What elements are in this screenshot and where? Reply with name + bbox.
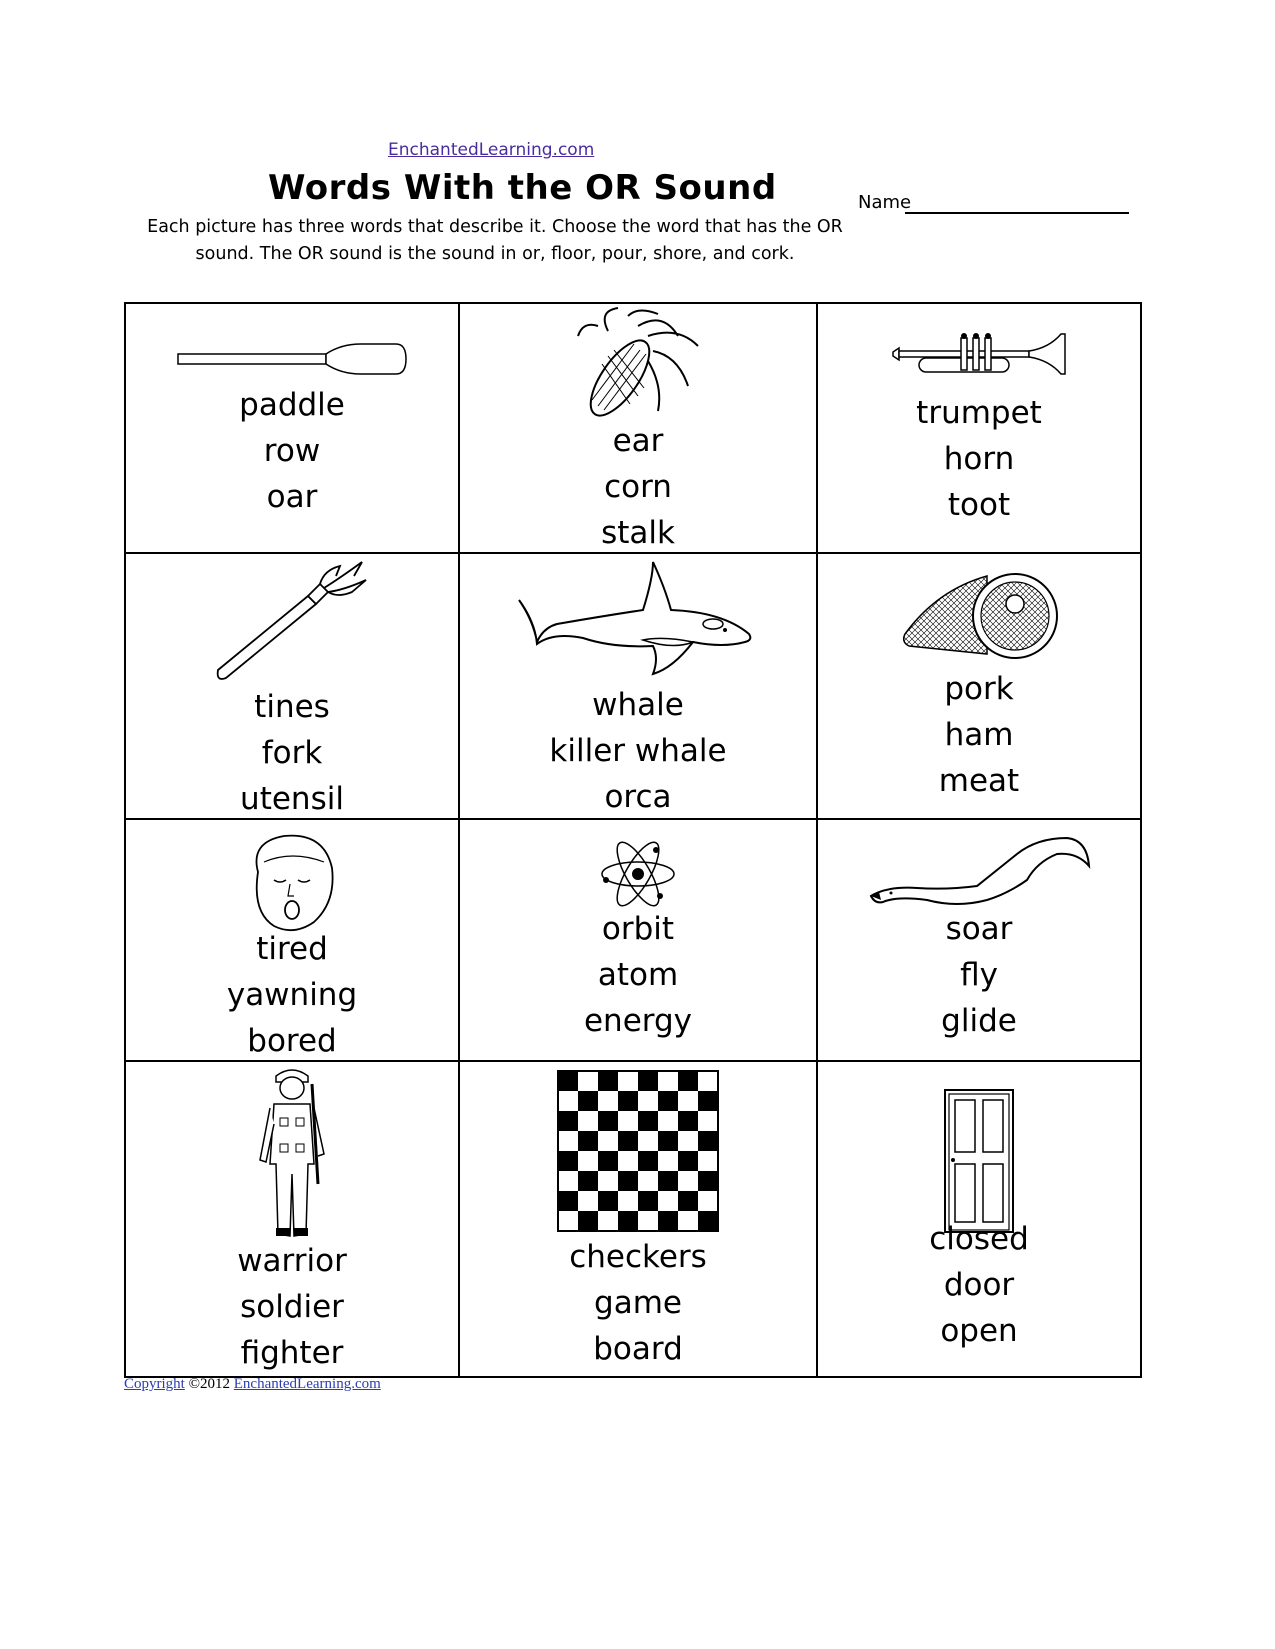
word-1: paddle: [239, 387, 345, 423]
word-3: utensil: [240, 781, 344, 817]
door-icon: [943, 1088, 1015, 1234]
cell-fork: [125, 553, 459, 819]
word-1: pork: [944, 671, 1014, 707]
word-1: tines: [254, 689, 330, 725]
footer-site-link[interactable]: EnchantedLearning.com: [233, 1376, 381, 1392]
fork-icon: [212, 558, 372, 684]
checker-square: [558, 1151, 578, 1171]
checker-square: [678, 1191, 698, 1211]
word-2: killer whale: [549, 733, 727, 769]
checker-square: [578, 1211, 598, 1231]
cell-yawning: [125, 819, 459, 1061]
checker-square: [618, 1171, 638, 1191]
cell-soldier: [125, 1061, 459, 1377]
word-3: meat: [938, 763, 1020, 799]
word-3: toot: [947, 487, 1011, 523]
cell-checkerboard: [459, 1061, 817, 1377]
footer: [124, 1376, 381, 1393]
checker-square: [618, 1131, 638, 1151]
checker-square: [598, 1151, 618, 1171]
instructions: [135, 214, 855, 268]
word-3: bored: [247, 1023, 337, 1059]
checker-square: [698, 1091, 718, 1111]
checker-square: [578, 1091, 598, 1111]
word-2: corn: [604, 469, 672, 505]
cell-bird: [817, 819, 1141, 1061]
paddle-icon: [176, 340, 408, 380]
instructions-line-1: Each picture has three words that describe it. Choose the word that has the OR: [147, 217, 843, 237]
checker-square: [638, 1191, 658, 1211]
word-3: glide: [941, 1003, 1017, 1039]
cell-paddle: [125, 303, 459, 553]
checker-square: [638, 1151, 658, 1171]
word-3: oar: [266, 479, 318, 515]
word-2: horn: [943, 441, 1015, 477]
word-2: game: [594, 1285, 682, 1321]
word-1: orbit: [601, 911, 675, 947]
page-title: Words With the OR Sound: [268, 168, 777, 208]
checker-square: [698, 1211, 718, 1231]
copyright-year: ©2012: [188, 1376, 230, 1392]
checker-square: [558, 1071, 578, 1091]
word-1: soar: [945, 911, 1013, 947]
checker-square: [658, 1171, 678, 1191]
word-2: fork: [261, 735, 323, 771]
checker-square: [618, 1091, 638, 1111]
checker-square: [698, 1131, 718, 1151]
checker-square: [598, 1071, 618, 1091]
word-3: fighter: [240, 1335, 344, 1371]
word-3: open: [940, 1313, 1018, 1349]
atom-icon: [598, 840, 678, 908]
checker-square: [678, 1071, 698, 1091]
word-1: ear: [612, 423, 664, 459]
word-3: board: [593, 1331, 683, 1367]
bird-icon: [867, 830, 1091, 910]
soldier-icon: [252, 1064, 332, 1240]
checker-square: [678, 1151, 698, 1171]
checker-square: [558, 1191, 578, 1211]
word-3: stalk: [601, 515, 675, 551]
word-2: fly: [960, 957, 998, 993]
worksheet-grid: [124, 302, 1142, 1378]
ham-icon: [897, 570, 1061, 662]
checker-square: [658, 1211, 678, 1231]
corn-icon: [568, 306, 708, 418]
cell-orca: [459, 553, 817, 819]
word-2: ham: [944, 717, 1014, 753]
word-2: door: [943, 1267, 1015, 1303]
checker-square: [578, 1131, 598, 1151]
checker-square: [558, 1111, 578, 1131]
checker-square: [598, 1111, 618, 1131]
checker-square: [578, 1171, 598, 1191]
cell-atom: [459, 819, 817, 1061]
word-2: atom: [597, 957, 679, 993]
yawning-face-icon: [244, 832, 340, 936]
checker-square: [658, 1091, 678, 1111]
checker-square: [638, 1111, 658, 1131]
word-2: row: [263, 433, 321, 469]
checker-square: [698, 1171, 718, 1191]
word-1: tired: [256, 931, 328, 967]
cell-trumpet: [817, 303, 1141, 553]
checker-square: [598, 1191, 618, 1211]
word-2: soldier: [240, 1289, 344, 1325]
trumpet-icon: [889, 330, 1069, 382]
checkerboard-icon: [557, 1070, 719, 1232]
checker-square: [678, 1111, 698, 1131]
checker-square: [618, 1211, 638, 1231]
cell-ham: [817, 553, 1141, 819]
word-1: whale: [592, 687, 684, 723]
cell-corn: [459, 303, 817, 553]
word-2: yawning: [226, 977, 358, 1013]
name-line: [905, 212, 1129, 214]
word-1: checkers: [569, 1239, 707, 1275]
header-site-link[interactable]: EnchantedLearning.com: [388, 140, 595, 160]
name-label: Name: [858, 192, 912, 213]
word-1: closed: [929, 1221, 1029, 1257]
word-1: trumpet: [916, 395, 1042, 431]
word-1: warrior: [237, 1243, 347, 1279]
word-3: energy: [583, 1003, 692, 1039]
orca-icon: [513, 558, 763, 682]
checker-square: [658, 1131, 678, 1151]
checker-square: [638, 1071, 658, 1091]
cell-door: [817, 1061, 1141, 1377]
instructions-line-2: sound. The OR sound is the sound in or, floor, pour, shore, and cork.: [195, 244, 795, 264]
word-3: orca: [604, 779, 672, 815]
copyright-link[interactable]: Copyright: [124, 1376, 185, 1392]
